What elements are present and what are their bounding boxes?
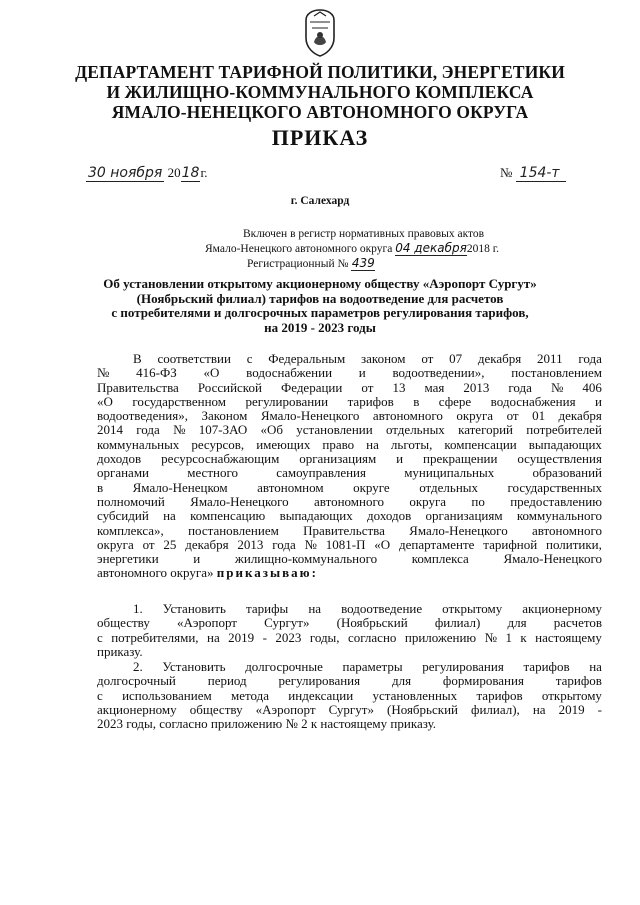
word: декабря — [185, 536, 229, 552]
word: № — [550, 379, 564, 395]
word: прекращении — [423, 451, 498, 467]
word: года — [136, 422, 160, 438]
word: установленных — [372, 687, 458, 703]
word: декабря — [558, 408, 602, 424]
word: для — [391, 673, 412, 689]
text-line — [97, 395, 602, 409]
word: настоящему — [535, 629, 602, 645]
word: потребителями, — [111, 629, 199, 645]
subject-line: Об установлении открытому акционерному обществу «Аэропорт Сургут» — [103, 276, 537, 291]
word: с — [97, 687, 103, 703]
word: использованием — [122, 687, 212, 703]
year-suffix: г. — [200, 165, 208, 180]
word: ресурсов, — [191, 436, 245, 452]
word: Ямало-Ненецкого — [190, 493, 289, 509]
text-line — [97, 423, 602, 437]
word: - — [597, 701, 602, 717]
text-line: приказу. — [97, 643, 143, 659]
word: органами — [97, 465, 150, 481]
word: 25 — [163, 536, 177, 552]
word: на — [206, 629, 220, 645]
registry-region: Ямало-Ненецкого автономного округа — [205, 243, 393, 255]
word: 2019 — [558, 701, 585, 717]
word: метода — [230, 687, 270, 703]
word: 2023 — [275, 629, 302, 645]
word: доходов — [97, 451, 142, 467]
word: законом — [361, 351, 406, 366]
text-line — [97, 352, 602, 366]
word: выпадающих — [528, 436, 602, 452]
word: от — [506, 408, 519, 424]
word: годы, — [309, 629, 340, 645]
word: долгосрочные — [245, 659, 323, 674]
word: право — [322, 436, 355, 452]
word: 07 — [449, 351, 463, 366]
word: округе — [353, 479, 390, 495]
word: тарифы — [246, 601, 289, 616]
word: (Ноябрьский — [386, 701, 458, 717]
text-line — [97, 466, 602, 480]
text-line — [97, 524, 602, 538]
word: 13 — [392, 379, 406, 395]
word: Законом — [201, 408, 248, 424]
handwritten-registry-number: 439 — [351, 256, 375, 270]
word: коммунальных — [97, 436, 180, 452]
text-line — [97, 602, 602, 616]
word: от — [142, 536, 155, 552]
word: округа — [456, 408, 494, 424]
word: формирования — [442, 673, 524, 689]
word: водоснабжения — [490, 393, 576, 409]
order-date — [86, 165, 208, 182]
word: департаменте — [399, 536, 475, 552]
word: постановлением — [188, 522, 279, 538]
word: 2019 — [228, 629, 255, 645]
word: 1 — [505, 629, 512, 645]
registry-line-3 — [205, 256, 499, 271]
word: «О — [203, 365, 220, 381]
word: категорий — [458, 422, 514, 438]
registry-line-1: Включен в регистр нормативных правовых актов — [243, 228, 485, 240]
word: регулирования — [422, 659, 504, 674]
word: отдельных — [419, 479, 479, 495]
order-item-1 — [97, 602, 602, 659]
word: (Ноябрьский — [336, 615, 408, 631]
word: на — [308, 601, 322, 616]
word: 2013 — [463, 379, 490, 395]
word: полномочий — [97, 493, 165, 509]
word: на — [532, 701, 546, 717]
document-type-title: ПРИКАЗ — [271, 125, 369, 150]
word: № — [304, 536, 317, 552]
subject-line: с потребителями и долгосрочных параметров регулирования тарифов, — [111, 305, 529, 320]
word: «О — [374, 536, 391, 552]
word: государственном — [132, 393, 227, 409]
subject-line: (Ноябрьский филиал) тарифов на водоотведение для расчетов — [136, 290, 504, 306]
word: комплекса», — [97, 522, 164, 538]
word: тарифной — [483, 536, 538, 552]
word: для — [507, 615, 527, 631]
word: «Об — [260, 422, 283, 438]
word: с — [246, 351, 253, 366]
word: 416-ФЗ — [136, 365, 177, 381]
text-line: 2023 годы, согласно приложению № 2 к настоящему приказу. — [97, 716, 437, 732]
word: отдельных — [385, 422, 445, 438]
word: года — [508, 379, 532, 395]
word: открытому — [442, 601, 503, 616]
word: В — [133, 351, 142, 366]
word: и — [396, 451, 404, 467]
preamble-paragraph — [97, 352, 602, 581]
word: № — [484, 629, 497, 645]
order-verb: приказываю: — [216, 565, 318, 581]
word: открытому — [541, 687, 602, 703]
number-label: № — [500, 165, 513, 180]
department-line-2: И ЖИЛИЩНО-КОММУНАЛЬНОГО КОМПЛЕКСА — [106, 82, 534, 102]
word: филиал), — [471, 701, 520, 717]
word: Установить — [162, 659, 226, 674]
word: выпадающих — [279, 508, 353, 524]
text-line — [97, 409, 602, 423]
word: установлении — [296, 422, 373, 438]
word: 2014 — [97, 422, 123, 438]
text-line — [97, 381, 602, 395]
word: на — [366, 436, 379, 452]
word: Сургут» — [264, 615, 310, 631]
word: предоставлению — [510, 493, 602, 509]
text-line — [97, 689, 602, 703]
word: организациям — [299, 451, 377, 467]
text-line — [97, 366, 602, 380]
word: ресурсоснабжающим — [161, 451, 280, 467]
word: самоуправления — [276, 465, 366, 481]
word: Федерации — [280, 379, 343, 395]
text-line-final — [97, 566, 602, 580]
word: округа — [409, 493, 447, 509]
word: 2013 — [237, 536, 264, 552]
order-subject — [90, 277, 550, 335]
text-line — [97, 616, 602, 630]
word: в — [413, 393, 420, 409]
word: компенсации — [444, 436, 517, 452]
word: водоотведении», — [392, 365, 485, 381]
department-line-1: ДЕПАРТАМЕНТ ТАРИФНОЙ ПОЛИТИКИ, ЭНЕРГЕТИКИ — [75, 62, 565, 82]
word: постановлением — [511, 365, 602, 381]
word: коммунального — [516, 508, 602, 524]
word: Ямало-Ненецком — [132, 479, 228, 495]
word: льготы, — [390, 436, 433, 452]
text-line — [97, 509, 602, 523]
word: по — [471, 493, 485, 509]
word: акционерному — [97, 701, 177, 717]
word: Федеральным — [268, 351, 346, 366]
word: года — [578, 351, 602, 366]
text-line — [97, 495, 602, 509]
registry-number-label: Регистрационный № — [247, 258, 349, 270]
word: Правительства — [97, 379, 179, 395]
word: и — [358, 365, 366, 381]
registry-year: 2018 г. — [466, 243, 499, 255]
word: потребителей — [526, 422, 602, 438]
word: комплекса — [411, 551, 469, 567]
word: Ямало-Ненецкого — [503, 551, 602, 567]
department-name — [60, 62, 580, 122]
text-line — [97, 438, 602, 452]
word: индексации — [288, 687, 354, 703]
text-line — [97, 552, 602, 566]
word: округа — [97, 536, 134, 552]
word: долгосрочный — [97, 673, 176, 689]
text-line — [97, 538, 602, 552]
registry-stamp — [205, 227, 499, 271]
word: декабря — [477, 351, 522, 366]
word: и — [193, 551, 201, 567]
word: Ямало-Ненецкого — [260, 408, 360, 424]
word: политики, — [546, 536, 602, 552]
word: тарифов — [555, 673, 602, 689]
word: компенсацию — [190, 508, 266, 524]
word: жилищно-коммунального — [234, 551, 378, 567]
text-line — [97, 674, 602, 688]
text-line: автономного округа» — [97, 565, 214, 581]
word: акционерному — [522, 601, 602, 616]
word: на — [163, 508, 176, 524]
word: и — [595, 393, 602, 409]
word: регулировании — [245, 393, 329, 409]
word: образований — [532, 465, 602, 481]
word: на — [589, 659, 602, 674]
text-line — [97, 631, 602, 645]
word: от — [361, 379, 374, 395]
word: автономного — [314, 493, 384, 509]
word: доходов — [367, 508, 412, 524]
word: тарифов — [347, 393, 394, 409]
word: 406 — [582, 379, 602, 395]
word: 107-ЗАО — [198, 422, 248, 438]
word: субсидий — [97, 508, 149, 524]
handwritten-day-month: 30 ноября — [88, 165, 163, 181]
text-line — [97, 703, 602, 717]
word: Установить — [162, 601, 226, 616]
word: государственных — [507, 479, 602, 495]
word: автономного — [372, 408, 443, 424]
order-number — [500, 165, 566, 182]
word: регулирования — [278, 673, 361, 689]
word: Российской — [197, 379, 262, 395]
word: от — [421, 351, 434, 366]
subject-line: на 2019 - 2023 годы — [264, 319, 376, 335]
word: согласно — [347, 629, 397, 645]
word: года — [272, 536, 296, 552]
word: 01 — [532, 408, 546, 424]
word: осуществления — [517, 451, 602, 467]
word: автономного — [531, 522, 602, 538]
handwritten-year: 18 — [181, 165, 200, 181]
word: тарифов — [476, 687, 523, 703]
word: организациям — [425, 508, 503, 524]
word: обществу — [97, 615, 150, 631]
word: тарифов — [523, 659, 570, 674]
coat-of-arms-icon — [300, 8, 340, 58]
word: обществу — [189, 701, 243, 717]
word: местного — [187, 465, 238, 481]
handwritten-registry-date: 04 декабря — [395, 241, 467, 255]
city-name: г. Салехард — [290, 195, 350, 207]
word: имеющих — [256, 436, 311, 452]
word: 1081-П — [325, 536, 366, 552]
word: сфере — [438, 393, 472, 409]
word: 2011 — [537, 351, 563, 366]
word: «О — [97, 393, 113, 409]
text-line — [97, 481, 602, 495]
word: энергетики — [97, 551, 159, 567]
word: в — [97, 479, 104, 495]
word: Ямало-Ненецкого — [409, 522, 508, 538]
word: к — [520, 629, 527, 645]
word: - — [262, 629, 267, 645]
year-prefix: 20 — [167, 165, 181, 180]
word: параметры — [342, 659, 403, 674]
word: водоснабжении — [246, 365, 333, 381]
word: 2. — [133, 659, 143, 674]
word: с — [97, 629, 103, 645]
text-line — [97, 660, 602, 674]
word: Правительства — [303, 522, 385, 538]
word: № — [173, 422, 186, 438]
registry-line-2 — [205, 241, 499, 256]
word: «Аэропорт — [177, 615, 237, 631]
word: Сургут» — [328, 701, 374, 717]
department-line-3: ЯМАЛО-НЕНЕЦКОГО АВТОНОМНОГО ОКРУГА — [111, 102, 529, 122]
word: водоотведение — [341, 601, 423, 616]
word: автономном — [257, 479, 324, 495]
word: соответствии — [157, 351, 231, 366]
word: «Аэропорт — [255, 701, 316, 717]
text-line — [97, 452, 602, 466]
word: 1. — [133, 601, 143, 616]
word: муниципальных — [404, 465, 495, 481]
word: приложению — [404, 629, 477, 645]
word: водоотведения», — [97, 408, 188, 424]
handwritten-number: 154-т — [516, 165, 566, 182]
word: период — [207, 673, 247, 689]
word: № — [97, 365, 110, 381]
word: расчетов — [553, 615, 602, 631]
order-item-2 — [97, 660, 602, 731]
word: филиал) — [434, 615, 481, 631]
word: мая — [424, 379, 445, 395]
